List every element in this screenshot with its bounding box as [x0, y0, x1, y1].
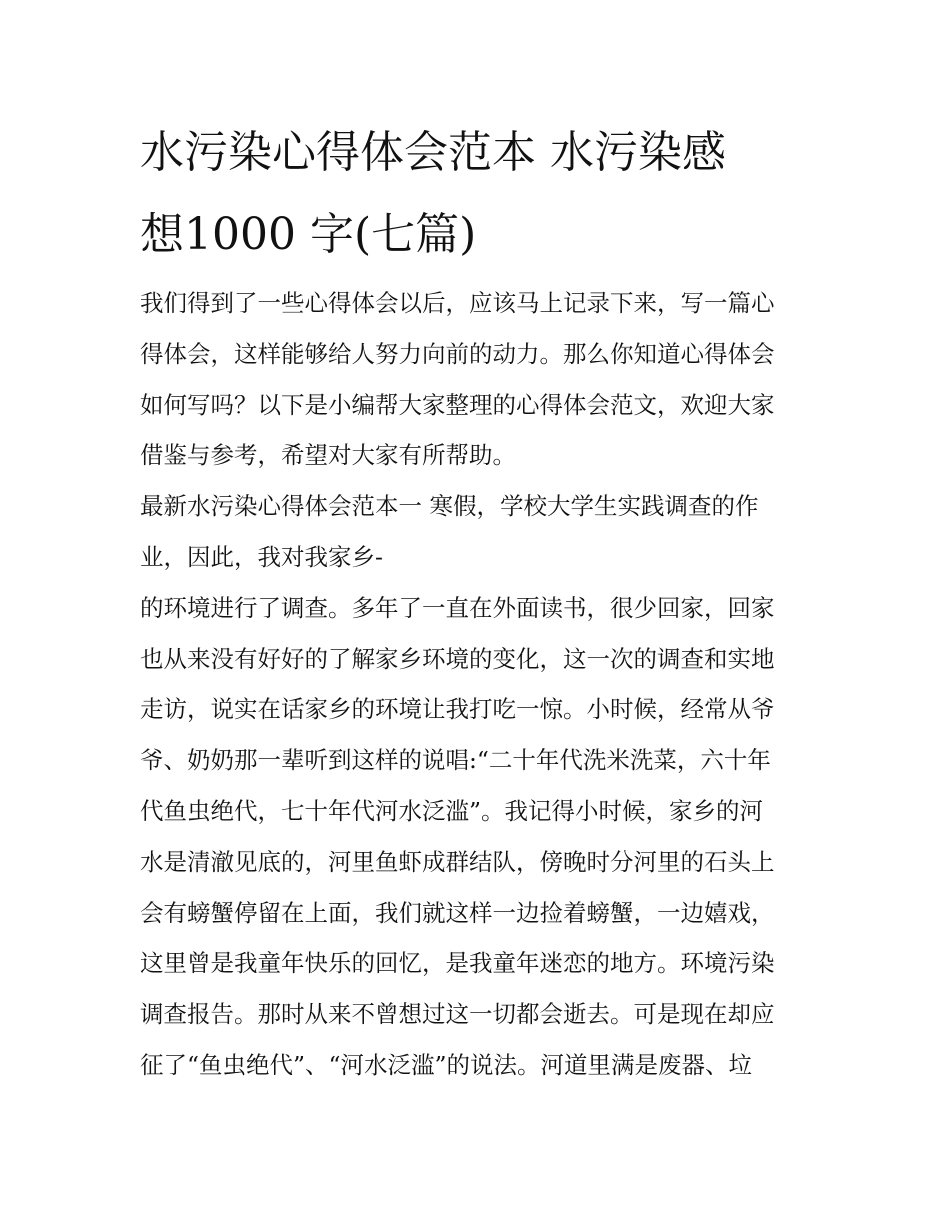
- body-line: 业，因此，我对我家乡-: [140, 542, 383, 571]
- body-line: 会有螃蟹停留在上面，我们就这样一边捡着螃蟹，一边嬉戏，: [140, 898, 775, 927]
- title-line-1: 水污染心得体会范本 水污染感: [140, 127, 726, 178]
- body-line: 得体会，这样能够给人努力向前的动力。那么你知道心得体会: [140, 339, 775, 368]
- body-line: 这里曾是我童年快乐的回忆，是我童年迷恋的地方。环境污染: [140, 949, 775, 978]
- body-line: 爷、奶奶那一辈听到这样的说唱:“二十年代洗米洗菜，六十年: [140, 746, 771, 775]
- body-line: 最新水污染心得体会范本一 寒假，学校大学生实践调查的作: [140, 492, 759, 521]
- document-body: [140, 278, 830, 1091]
- body-line: 我们得到了一些心得体会以后，应该马上记录下来，写一篇心: [140, 289, 775, 317]
- body-line: 的环境进行了调查。多年了一直在外面读书，很少回家，回家: [140, 593, 775, 622]
- body-line: 如何写吗？以下是小编帮大家整理的心得体会范文，欢迎大家: [140, 390, 775, 419]
- body-line: 走访，说实在话家乡的环境让我打吃一惊。小时候，经常从爷: [140, 695, 775, 724]
- body-line: 征了“鱼虫绝代”、“河水泛滥”的说法。河道里满是废器、垃: [140, 1050, 753, 1079]
- document-title: [140, 112, 820, 276]
- body-line: 代鱼虫绝代，七十年代河水泛滥”。我记得小时候，家乡的河: [140, 796, 764, 825]
- title-line-2: 想1000 字(七篇): [140, 209, 477, 260]
- body-line: 水是清澈见底的，河里鱼虾成群结队，傍晚时分河里的石头上: [140, 847, 775, 876]
- body-line: 借鉴与参考，希望对大家有所帮助。: [140, 441, 516, 470]
- body-line: 调查报告。那时从来不曾想过这一切都会逝去。可是现在却应: [140, 1000, 775, 1029]
- body-line: 也从来没有好好的了解家乡环境的变化，这一次的调查和实地: [140, 644, 775, 673]
